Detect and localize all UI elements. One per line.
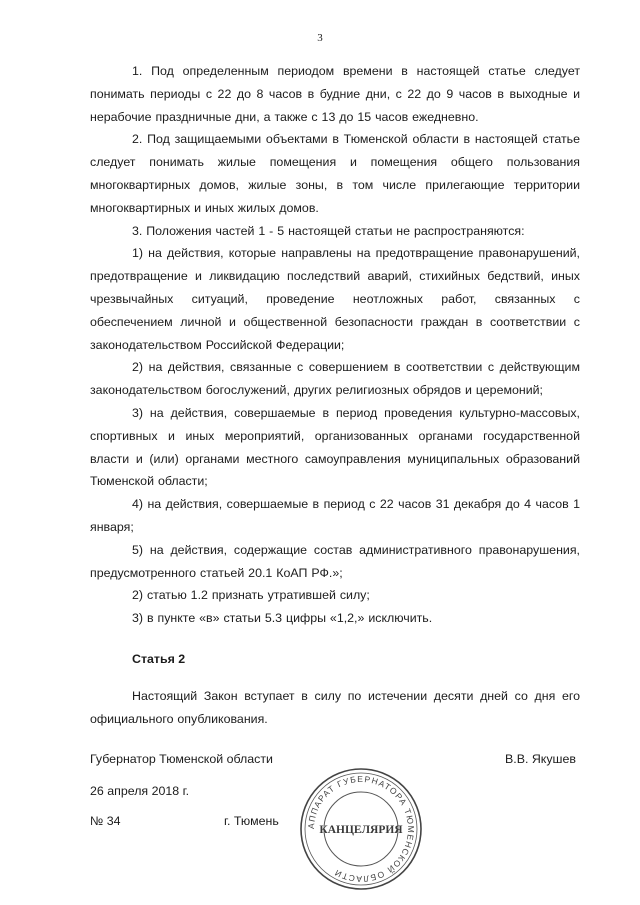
list-item-3: 3) на действия, совершаемые в период проведения культурно-массовых, спортивных и иных мероприятий, организованных органами государственной власти и (или) органами местного самоуправления муниципальных образований Тюменской области; [90,405,580,489]
amendment-item-2: 2) статью 1.2 признать утратившей силу; [132,588,370,603]
document-body [90,60,580,730]
list-item-4: 4) на действия, совершаемые в период с 22 часов 31 декабря до 4 часов 1 января; [90,497,580,534]
list-item-2: 2) на действия, связанные с совершением в соответствии с действующим законодательством богослужений, других религиозных обрядов и церемоний; [90,360,580,398]
stamp-ring-text: АППАРАТ ГУБЕРНАТОРА ТЮМЕНСКОЙ ОБЛАСТИ [305,773,417,885]
article-2-heading: Статья 2 [132,651,186,666]
stamp-center-text: КАНЦЕЛЯРИЯ [319,824,403,836]
paragraph-part-3: 3. Положения частей 1 - 5 настоящей статьи не распространяются: [132,223,525,238]
list-item-1: 1) на действия, которые направлены на предотвращение правонарушений, предотвращение и ликвидацию последствий аварий, стихийных бедствий, иных чрезвычайных ситуаций, проведение неотложных работ, связанных с обеспечением личной и общественной безопасности граждан в соответствии с законодательством Российской Федерации; [90,246,580,352]
signatory-name: В.В. Якушев [505,752,576,766]
signatory-position: Губернатор Тюменской области [90,752,273,766]
paragraph-part-2: 2. Под защищаемыми объектами в Тюменской области в настоящей статье следует понимать жилые помещения и помещения общего пользования многоквартирных домов, жилые зоны, в том числе прилегающие территории многоквартирных и иных жилых домов. [90,132,580,215]
list-item-5: 5) на действия, содержащие состав административного правонарушения, предусмотренного статьей 20.1 КоАП РФ.»; [90,542,580,580]
law-number: № 34 [90,814,121,828]
signing-city: г. Тюмень [224,814,279,828]
article-2-text: Настоящий Закон вступает в силу по истечении десяти дней со дня его официального опубликования. [90,688,580,726]
paragraph-part-1: 1. Под определенным периодом времени в настоящей статье следует понимать периоды с 22 до 8 часов в будние дни, с 22 до 9 часов в выходные и нерабочие праздничные дни, а также с 13 до 15 часов ежедневно. [90,64,580,124]
amendment-item-3: 3) в пункте «в» статьи 5.3 цифры «1,2,» исключить. [132,611,433,626]
official-stamp [296,764,426,894]
signing-date: 26 апреля 2018 г. [90,784,190,798]
page-number: 3 [317,32,323,44]
